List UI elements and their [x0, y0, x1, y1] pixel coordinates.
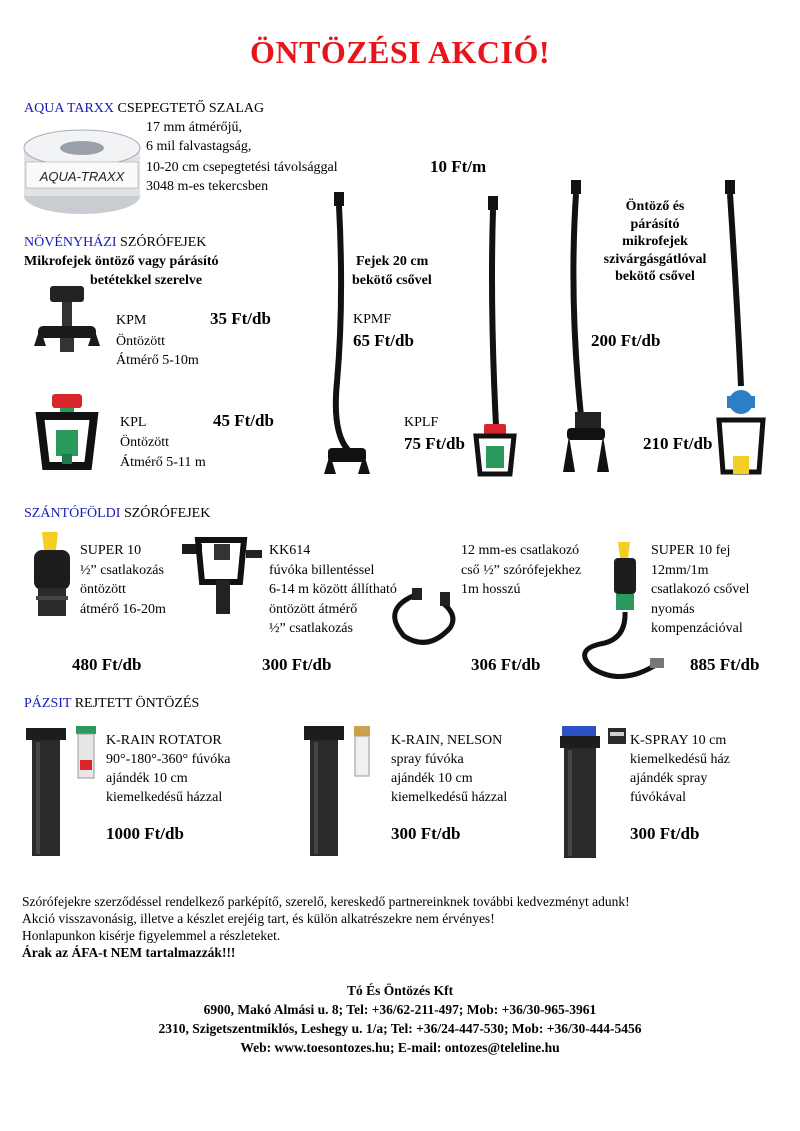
pipe-line-2: cső ½” szórófejekhez: [461, 562, 582, 578]
rotator-line-1: K-RAIN ROTATOR: [106, 733, 222, 748]
field-brand: SZÁNTÓFÖLDI: [24, 506, 121, 521]
super10-desc: [80, 541, 166, 619]
aqua-line-2: 6 mil falvastagság,: [146, 139, 252, 154]
kpm-code: KPM: [116, 313, 147, 328]
super10h-line-3: csatlakozó csővel: [651, 582, 750, 597]
misting-title-4: szivárgásgátlóval: [603, 251, 707, 267]
misting-title-3: mikrofejek: [622, 234, 688, 249]
lawn-heading: [24, 696, 199, 712]
notes-block: [22, 893, 630, 961]
kk614-sprinkler-image: [180, 536, 266, 626]
kk614-line-1: KK614: [269, 543, 311, 558]
nelson-line-3: ajándék 10 cm: [391, 771, 473, 786]
kk614-line-3: 6-14 m között állítható: [269, 582, 397, 597]
lawn-brand: PÁZSIT: [24, 696, 72, 711]
aqua-brand: AQUA TARXX: [24, 101, 115, 116]
kpl-line-2: Átmérő 5-11 m: [120, 455, 206, 470]
hose-title-1: Fejek 20 cm: [356, 254, 429, 269]
kplf-price: 75 Ft/db: [404, 434, 465, 453]
aqua-line-3: 10-20 cm csepegtetési távolsággal: [146, 160, 338, 175]
kk614-line-2: fúvóka billentéssel: [269, 562, 375, 578]
kpmf-price: 65 Ft/db: [353, 331, 414, 350]
super10-line-2: ½” csatlakozás: [80, 562, 164, 578]
super10h-line-2: 12mm/1m: [651, 562, 709, 578]
price-200: 200 Ft/db: [591, 331, 661, 350]
misting-head-hose-image: [705, 180, 775, 480]
kpl-line-1: Öntözött: [120, 435, 169, 450]
super10h-desc: [651, 541, 749, 639]
nelson-line-2: spray fúvóka: [391, 752, 464, 767]
note-line-1: Szórófejekre szerződéssel rendelkező parképítő, szerelő, kereskedő partnereinknek további kedvezményt adunk!: [22, 894, 630, 909]
field-heading: [24, 506, 210, 522]
kpm-line-1: Öntözött: [116, 334, 165, 349]
rotator-line-2: 90°-180°-360° fúvóka: [106, 752, 231, 767]
company-name: Tó És Öntözés Kft: [346, 983, 454, 998]
kspray-line-4: fúvókával: [630, 790, 686, 805]
kspray-line-3: ajándék spray: [630, 771, 708, 786]
kplf-hose-image: [470, 196, 520, 486]
kk614-line-4: öntözött átmérő: [269, 601, 358, 617]
rotator-desc: [106, 731, 231, 807]
rotator-line-3: ajándék 10 cm: [106, 771, 188, 786]
greenhouse-subtitle-2: betétekkel szerelve: [90, 273, 203, 288]
micro-head-hose-image: [555, 180, 615, 480]
greenhouse-subtitle-1: Mikrofejek öntöző vagy párásító: [24, 254, 219, 269]
company-address-1: 6900, Makó Almási u. 8; Tel: +36/62-211-497; Mob: +36/30-965-3961: [203, 1002, 597, 1017]
connector-pipe-image: [388, 584, 468, 656]
super10h-price: 885 Ft/db: [690, 655, 760, 674]
kpl-price: 45 Ft/db: [213, 411, 274, 430]
nelson-line-1: K-RAIN, NELSON: [391, 733, 503, 748]
kspray-price: 300 Ft/db: [630, 824, 700, 843]
rotator-price: 1000 Ft/db: [106, 824, 184, 843]
pipe-price: 306 Ft/db: [471, 655, 541, 674]
note-line-3: Honlapunkon kisérje figyelemmel a részleteket.: [22, 928, 281, 943]
kk614-price: 300 Ft/db: [262, 655, 332, 674]
kpmf-code: KPMF: [353, 312, 392, 327]
roll-label: AQUA-TRAXX: [39, 169, 125, 184]
note-line-2: Akció visszavonásig, illetve a készlet erejéig tart, és külön alkatrészekre nem érvényes!: [22, 911, 495, 926]
kpm-price: 35 Ft/db: [210, 309, 271, 328]
aqua-name: CSEPEGTETŐ SZALAG: [114, 101, 265, 116]
greenhouse-heading: [24, 235, 206, 251]
aqua-line-1: 17 mm átmérőjű,: [146, 120, 243, 135]
company-footer: [0, 981, 800, 1057]
super10-line-4: átmérő 16-20m: [80, 601, 166, 617]
rotator-line-4: kiemelkedésű házzal: [106, 790, 223, 805]
kpl-sprinkler-image: [30, 390, 110, 480]
super10h-line-5: kompenzációval: [651, 621, 743, 636]
company-address-2: 2310, Szigetszentmiklós, Leshegy u. 1/a; Tel: +36/24-447-530; Mob: +36/30-444-5456: [158, 1021, 642, 1036]
super10-price: 480 Ft/db: [72, 655, 142, 674]
super10h-line-1: SUPER 10 fej: [651, 543, 731, 558]
kplf-code: KPLF: [404, 415, 439, 430]
kpl-code: KPL: [120, 415, 147, 430]
super10-line-3: öntözött: [80, 582, 126, 597]
kspray-line-2: kiemelkedésű ház: [630, 752, 730, 767]
greenhouse-name: SZÓRÓFEJEK: [116, 235, 207, 250]
hose-title-2: bekötő csővel: [352, 273, 432, 288]
kspray-desc: [630, 731, 730, 807]
kpm-line-2: Átmérő 5-10m: [116, 353, 199, 368]
super10-line-1: SUPER 10: [80, 543, 142, 558]
aqua-price: 10 Ft/m: [430, 157, 487, 176]
field-name: SZÓRÓFEJEK: [120, 506, 211, 521]
super10-sprinkler-image: [24, 528, 80, 624]
pipe-line-1: 12 mm-es csatlakozó: [461, 543, 580, 558]
kspray-popup-image: [556, 722, 632, 862]
pipe-line-3: 1m hosszú: [461, 582, 521, 597]
nelson-desc: [391, 731, 507, 807]
misting-title-5: bekötő csővel: [615, 269, 695, 284]
misting-title-2: párásító: [630, 216, 680, 232]
company-web: Web: www.toesontozes.hu; E-mail: ontozes@teleline.hu: [240, 1040, 560, 1055]
aqua-heading: [24, 101, 264, 117]
super10h-line-4: nyomás: [651, 601, 695, 617]
price-210: 210 Ft/db: [643, 434, 713, 453]
nelson-line-4: kiemelkedésű házzal: [391, 790, 508, 805]
misting-title-1: Öntöző és: [625, 199, 685, 214]
kk614-desc: [269, 541, 397, 639]
lawn-name: REJTETT ÖNTÖZÉS: [71, 696, 200, 711]
aqua-line-4: 3048 m-es tekercsben: [146, 179, 269, 194]
vat-note: Árak az ÁFA-t NEM tartalmazzák!!!: [22, 945, 236, 960]
kk614-line-5: ½” csatlakozás: [269, 621, 353, 636]
nelson-popup-image: [300, 722, 380, 862]
rotator-popup-image: [22, 722, 102, 862]
pipe-desc: [461, 541, 581, 600]
nelson-price: 300 Ft/db: [391, 824, 461, 843]
page-title: ÖNTÖZÉSI AKCIÓ!: [249, 34, 550, 70]
kpm-sprinkler-image: [30, 280, 110, 360]
drip-tape-roll-image: [22, 118, 142, 216]
kspray-line-1: K-SPRAY 10 cm: [630, 733, 727, 748]
greenhouse-brand: NÖVÉNYHÁZI: [24, 235, 117, 250]
